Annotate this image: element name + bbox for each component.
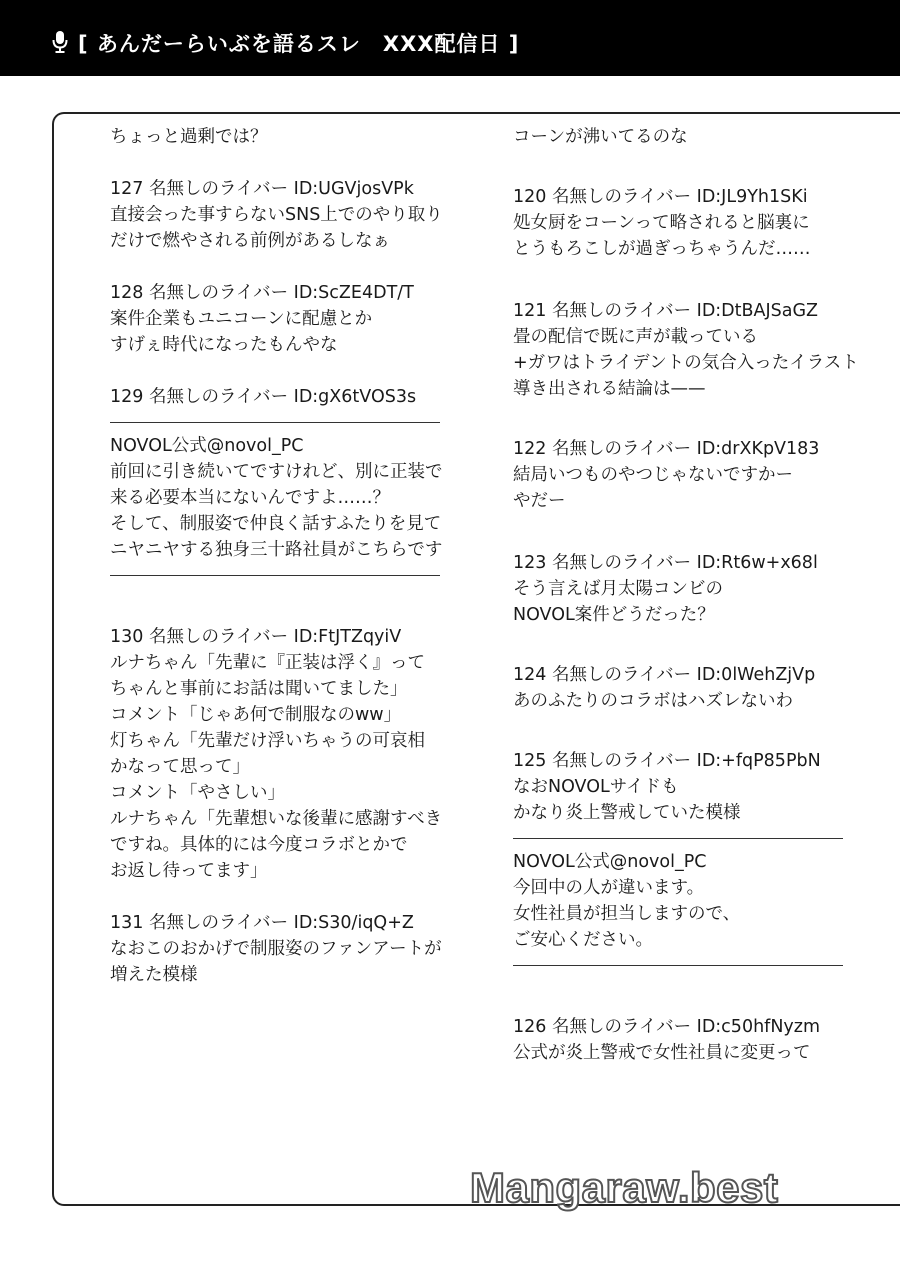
post-127: [110, 176, 450, 254]
quote-line: 来る必要本当にないんですよ……？: [110, 488, 390, 508]
post-header: 125 名無しのライバー ID:+fqP85PbN: [513, 751, 821, 771]
post-header: 122 名無しのライバー ID:drXKpV183: [513, 439, 820, 459]
post-line: なおこのおかげで制服姿のファンアートが: [110, 939, 442, 959]
post-line: ですね。具体的には今度コラボとかで: [110, 835, 408, 855]
quote-line: ニヤニヤする独身三十路社員がこちらです: [110, 540, 443, 560]
post-line: だけで燃やされる前例があるしなぁ: [110, 231, 390, 251]
post-line: なおNOVOLサイドも: [513, 777, 679, 797]
post-line: 灯ちゃん「先輩だけ浮いちゃうの可哀相: [110, 731, 425, 751]
post-123: [513, 550, 853, 628]
microphone-icon: [52, 30, 68, 54]
quoted-official-post: [110, 433, 450, 563]
post-fragment: [513, 124, 853, 150]
post-line: すげぇ時代になったもんやな: [110, 335, 338, 355]
post-line: 案件企業もユニコーンに配慮とか: [110, 309, 373, 329]
post-line: かなり炎上警戒していた模様: [513, 803, 741, 823]
post-line: あのふたりのコラボはハズレないわ: [513, 691, 793, 711]
quote-line: 今回中の人が違います。: [513, 878, 705, 898]
quote-line: そして、制服姿で仲良く話すふたりを見て: [110, 514, 442, 534]
post-header: 128 名無しのライバー ID:ScZE4DT/T: [110, 283, 414, 303]
post-128: [110, 280, 450, 358]
post-line: 導き出される結論は——: [513, 379, 706, 399]
post-line: 直接会った事すらないSNS上でのやり取り: [110, 205, 443, 225]
post-fragment: [110, 124, 450, 150]
quote-line: 女性社員が担当しますので、: [513, 904, 741, 924]
quote-divider-top: [513, 838, 843, 839]
quote-line: 前回に引き続いてですけれど、別に正装で: [110, 462, 443, 482]
post-line: +ガワはトライデントの気合入ったイラスト: [513, 353, 859, 373]
right-column: [513, 124, 859, 1066]
post-header: 130 名無しのライバー ID:FtJTZqyiV: [110, 627, 402, 647]
post-line: ルナちゃん「先輩に『正装は浮く』って: [110, 653, 425, 673]
post-header: 121 名無しのライバー ID:DtBAJSaGZ: [513, 301, 819, 321]
post-126: [513, 1014, 853, 1066]
post-line: お返し待ってます」: [110, 861, 268, 881]
post-line: コメント「やさしい」: [110, 783, 285, 803]
quoted-official-post: [513, 849, 853, 953]
post-header: 123 名無しのライバー ID:Rt6w+x68l: [513, 553, 818, 573]
post-line: ちゃんと事前にお話は聞いてました」: [110, 679, 408, 699]
post-131: [110, 910, 450, 988]
post-line: かなって思って」: [110, 757, 250, 777]
post-line: 結局いつものやつじゃないですかー: [513, 465, 793, 485]
post-line: 処女厨をコーンって略されると脳裏に: [513, 213, 810, 233]
post-120: [513, 184, 853, 262]
site-watermark: Mangaraw.best: [470, 1164, 779, 1211]
post-129: [110, 384, 450, 410]
post-header: 120 名無しのライバー ID:JL9Yh1SKi: [513, 187, 808, 207]
post-line: そう言えば月太陽コンビの: [513, 579, 723, 599]
post-line: やだー: [513, 491, 566, 511]
page-header: [0, 0, 900, 76]
left-column: [110, 124, 450, 988]
quote-line: ご安心ください。: [513, 930, 653, 950]
post-header: 131 名無しのライバー ID:S30/iqQ+Z: [110, 913, 414, 933]
post-header: 124 名無しのライバー ID:0lWehZjVp: [513, 665, 816, 685]
quote-author: NOVOL公式@novol_PC: [110, 436, 304, 456]
post-header: 129 名無しのライバー ID:gX6tVOS3s: [110, 387, 417, 407]
post-header: 126 名無しのライバー ID:c50hfNyzm: [513, 1017, 821, 1037]
post-header: 127 名無しのライバー ID:UGVjosVPk: [110, 179, 414, 199]
post-line: とうもろこしが過ぎっちゃうんだ……: [513, 239, 811, 259]
post-line: NOVOL案件どうだった？: [513, 605, 715, 625]
post-125: [513, 748, 853, 826]
post-121: [513, 298, 859, 402]
quote-author: NOVOL公式@novol_PC: [513, 852, 707, 872]
post-line: 公式が炎上警戒で女性社員に変更って: [513, 1043, 811, 1063]
quote-divider-bottom: [110, 575, 440, 576]
thread-title: [ あんだーらいぶを語るスレ XXX配信日 ]: [78, 32, 520, 56]
quote-divider-bottom: [513, 965, 843, 966]
post-130: [110, 624, 450, 884]
post-line: コメント「じゃあ何で制服なのww」: [110, 705, 402, 725]
post-line: ちょっと過剰では？: [110, 127, 268, 147]
post-line: 畳の配信で既に声が載っている: [513, 327, 758, 347]
post-124: [513, 662, 853, 714]
post-line: 増えた模様: [110, 965, 198, 985]
post-line: コーンが沸いてるのな: [513, 127, 688, 147]
post-line: ルナちゃん「先輩想いな後輩に感謝すべき: [110, 809, 443, 829]
post-122: [513, 436, 853, 514]
quote-divider-top: [110, 422, 440, 423]
